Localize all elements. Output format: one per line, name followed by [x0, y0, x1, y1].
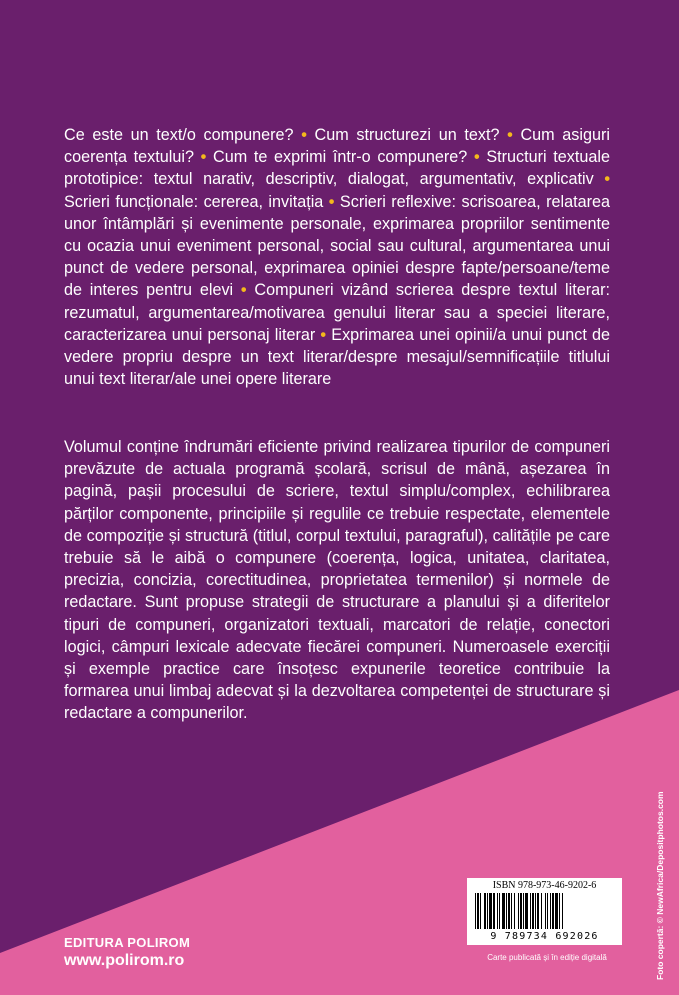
digital-edition-note: Carte publicată și în ediție digitală: [487, 953, 607, 962]
topic-item: Cum asiguri coerența textului?: [64, 126, 610, 167]
bullet-icon: •: [474, 148, 480, 167]
bullet-icon: •: [200, 148, 207, 167]
description-paragraph: Volumul conține îndrumări eficiente privind realizarea tipurilor de compuneri prevăzute de actuala programă școlară, scrisul de mână, așezarea în pagină, pașii procesului de scriere, textul simplu/complex, echilibrarea părților componente, principiile și regulile ce trebuie respectate, elementele de compoziție și structură (titlul, corpul textului, paragraful), calitățile pe care trebuie să le aibă o compunere (coerența, logica, unitatea, claritatea, precizia, concizia, corectitudinea, proprietatea termenilor) și normele de redactare. Sunt propuse strategii de structurare a planului și a diferitelor tipuri de compuneri, organizatori textuali, marcatori de relație, conectori logici, câmpuri lexicale adecvate fiecărei compuneri. Numeroasele exerciții și exemple practice care însoțesc expunerile teoretice contribuie la formarea unui limbaj adecvat și la dezvoltarea competenței de structurare și redactare a compunerilor.: [64, 438, 610, 723]
barcode-icon: [473, 893, 616, 929]
topic-item: Exprimarea unei opinii/a unui punct de vedere propriu despre un text literar/despre mesajul/semnificațiile titlului unui text literar/ale unei opere literare: [64, 325, 610, 389]
topics-paragraph: [64, 124, 610, 390]
publisher-name: EDITURA POLIROM: [64, 935, 191, 950]
bullet-icon: •: [301, 126, 307, 144]
bullet-icon: •: [328, 192, 335, 211]
publisher-info: [64, 935, 190, 971]
topic-item: Compuneri vizând scrierea despre textul literar: rezumatul, argumentarea/motivarea genului literar sau a speciei literare, caracterizarea unui personaj literar: [64, 281, 611, 344]
bullet-icon: •: [604, 170, 610, 189]
topic-item: Ce este un text/o compunere?: [64, 126, 302, 144]
topic-item: Cum structurezi un text?: [314, 126, 508, 144]
bullet-icon: •: [507, 126, 513, 144]
isbn-barcode-label: [467, 878, 622, 945]
bullet-icon: •: [240, 281, 247, 300]
bullet-icon: •: [320, 325, 327, 344]
topic-item: Scrieri funcționale: cererea, invitația: [64, 192, 329, 211]
topic-item: Structuri textuale prototipice: textul narativ, descriptiv, dialogat, argumentativ, explicativ: [64, 148, 610, 189]
topic-item: Cum te exprimi într-o compunere?: [213, 148, 474, 167]
topic-item: Scrieri reflexive: scrisoarea, relatarea unor întâmplări și evenimente personale, exprimarea propriilor sentimente cu ocazia unui eveniment personal, social sau cultural, argumentarea unui punct de vedere personal, exprimarea opiniei despre fapte/persoane/teme de interes pentru elevi: [64, 192, 610, 300]
barcode-digits: 9 789734 692026: [490, 931, 599, 942]
publisher-url: www.polirom.ro: [64, 952, 185, 969]
photo-credit: Foto copertă: © NewAfrica/Depositphotos.com: [655, 791, 665, 980]
isbn-number: ISBN 978-973-46-9202-6: [492, 880, 597, 891]
